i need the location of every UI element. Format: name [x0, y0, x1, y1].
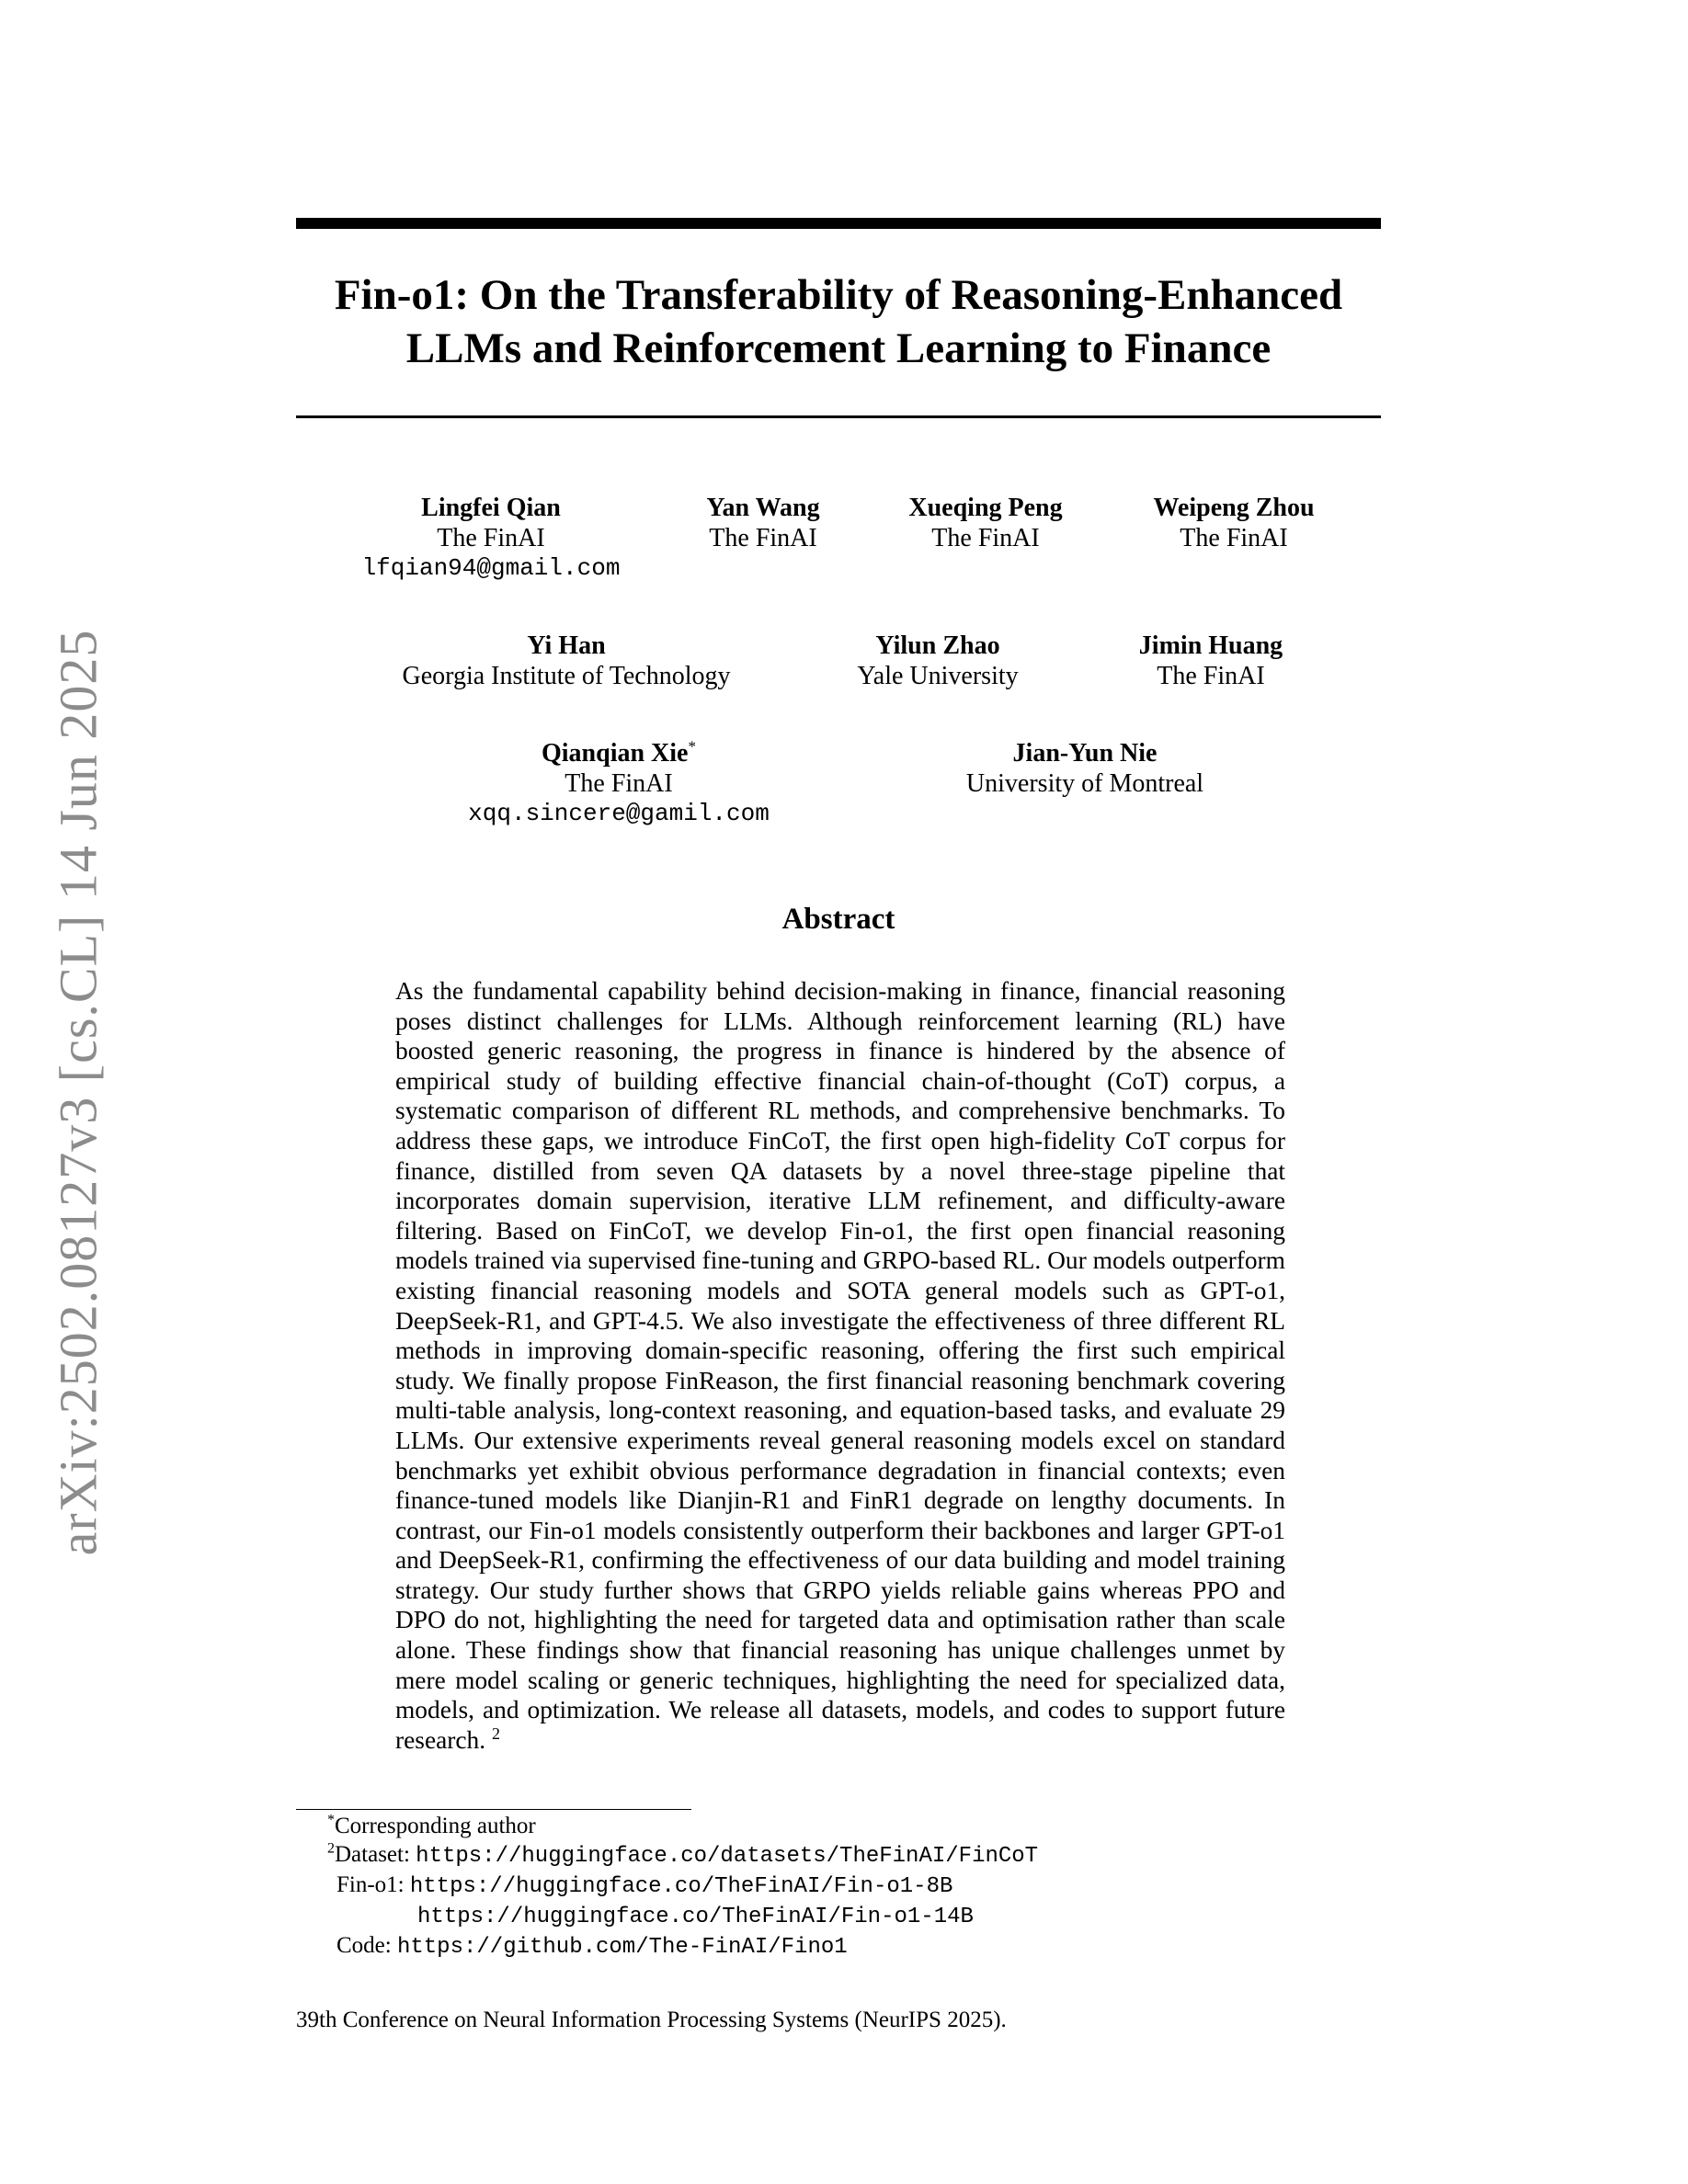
- venue-footer: 39th Conference on Neural Information Processing Systems (NeurIPS 2025).: [296, 2008, 1007, 2032]
- fino1-8b-link[interactable]: https://huggingface.co/TheFinAI/Fin-o1-8B: [409, 1874, 953, 1899]
- footnote-text: Corresponding author: [335, 1814, 536, 1838]
- paper-title: [296, 268, 1381, 375]
- arxiv-watermark: [28, 0, 129, 2184]
- author-affiliation: The FinAI: [1180, 524, 1288, 552]
- arxiv-id: arXiv:2502.08127v3 [cs.CL] 14 Jun 2025: [48, 629, 108, 1555]
- author-block: [966, 738, 1203, 799]
- footnote-label: Code:: [336, 1933, 397, 1958]
- footnotes: [327, 1812, 1038, 1962]
- author-block: [857, 631, 1018, 691]
- abstract-body: [395, 976, 1285, 1755]
- footnote-fino1: [327, 1871, 1038, 1901]
- author-email[interactable]: xqq.sincere@gamil.com: [468, 800, 770, 827]
- author-affiliation: The FinAI: [709, 524, 817, 552]
- footnote-label: Dataset:: [335, 1842, 416, 1867]
- author-affiliation: Georgia Institute of Technology: [402, 662, 731, 690]
- author-affiliation: The FinAI: [931, 524, 1040, 552]
- author-affiliation: The FinAI: [565, 769, 673, 798]
- code-link[interactable]: https://github.com/The-FinAI/Fino1: [396, 1935, 848, 1960]
- footnote-label: Fin-o1:: [336, 1872, 410, 1897]
- title-line-1: Fin-o1: On the Transferability of Reasoning-Enhanced: [334, 271, 1343, 319]
- footnote-mark: *: [327, 1812, 335, 1828]
- abstract-footnote-mark: 2: [491, 1723, 500, 1743]
- corresponding-mark: *: [688, 737, 696, 756]
- author-name: Qianqian Xie: [542, 739, 689, 768]
- dataset-link[interactable]: https://huggingface.co/datasets/TheFinAI/FinCoT: [416, 1844, 1039, 1869]
- author-affiliation: University of Montreal: [965, 769, 1204, 798]
- author-block: [402, 631, 730, 691]
- footnote-mark: 2: [327, 1840, 335, 1857]
- author-name: Yilun Zhao: [875, 631, 1000, 660]
- abstract-text: As the fundamental capability behind decision-making in finance, financial reasoning poses distinct challenges for LLMs. Although reinforcement learning (RL) have boosted generic reasoning, the progress in finance is hindered by the absence of empirical study of building effective financial chain-of-thought (CoT) corpus, a systematic comparison of different RL methods, and comprehensive benchmarks. To address these gaps, we introduce FinCoT, the first open high-fidelity CoT corpus for finance, distilled from seven QA datasets by a novel three-stage pipeline that incorporates domain supervision, iterative LLM refinement, and difficulty-aware filtering. Based on FinCoT, we develop Fin-o1, the first open financial reasoning models trained via supervised fine-tuning and GRPO-based RL. Our models outperform existing financial reasoning models and SOTA general models such as GPT-o1, DeepSeek-R1, and GPT-4.5. We also investigate the effectiveness of three different RL methods in improving domain-specific reasoning, offering the first such empirical study. We finally propose FinReason, the first financial reasoning benchmark covering multi-table analysis, long-context reasoning, and equation-based tasks, and evaluate 29 LLMs. Our extensive experiments reveal general reasoning models excel on standard benchmarks yet exhibit obvious performance degradation in financial contexts; even finance-tuned models like Dianjin-R1 and FinR1 degrade on lengthy documents. In contrast, our Fin-o1 models consistently outperform their backbones and larger GPT-o1 and DeepSeek-R1, confirming the effectiveness of our data building and model training strategy. Our study further shows that GRPO yields reliable gains whereas PPO and DPO do not, highlighting the need for targeted data and optimisation rather than scale alone. These findings show that financial reasoning has unique challenges unmet by mere model scaling or generic techniques, highlighting the need for specialized data, models, and optimization. We release all datasets, models, and codes to support future research.: [395, 977, 1285, 1754]
- footnote-code: [327, 1931, 1038, 1962]
- author-block: [1139, 631, 1283, 691]
- author-name: Weipeng Zhou: [1153, 494, 1315, 522]
- footnote-dataset: [327, 1840, 1038, 1871]
- author-affiliation: Yale University: [857, 662, 1019, 690]
- author-block: [1153, 493, 1314, 553]
- author-name: Xueqing Peng: [908, 494, 1063, 522]
- author-block: [908, 493, 1062, 553]
- abstract-heading: Abstract: [781, 903, 895, 936]
- author-name: Jimin Huang: [1138, 631, 1283, 660]
- fino1-14b-link[interactable]: https://huggingface.co/TheFinAI/Fin-o1-14B: [417, 1905, 974, 1929]
- author-name-line: [468, 738, 770, 768]
- author-block: [468, 738, 770, 829]
- author-affiliation: The FinAI: [1157, 662, 1265, 690]
- author-name: Yi Han: [527, 631, 606, 660]
- author-block: [706, 493, 819, 553]
- author-affiliation: The FinAI: [437, 524, 545, 552]
- title-bottom-rule: [296, 415, 1381, 418]
- author-name: Jian-Yun Nie: [1012, 739, 1158, 768]
- footnote-corresponding: [327, 1812, 1038, 1840]
- footnote-rule: [296, 1809, 691, 1810]
- author-block: [362, 493, 621, 584]
- title-top-rule: [296, 218, 1381, 229]
- author-name: Yan Wang: [706, 494, 820, 522]
- author-email[interactable]: lfqian94@gmail.com: [361, 554, 621, 582]
- author-name: Lingfei Qian: [421, 494, 561, 522]
- footnote-fino1-14b: [327, 1901, 1038, 1931]
- title-line-2: LLMs and Reinforcement Learning to Finance: [405, 324, 1272, 372]
